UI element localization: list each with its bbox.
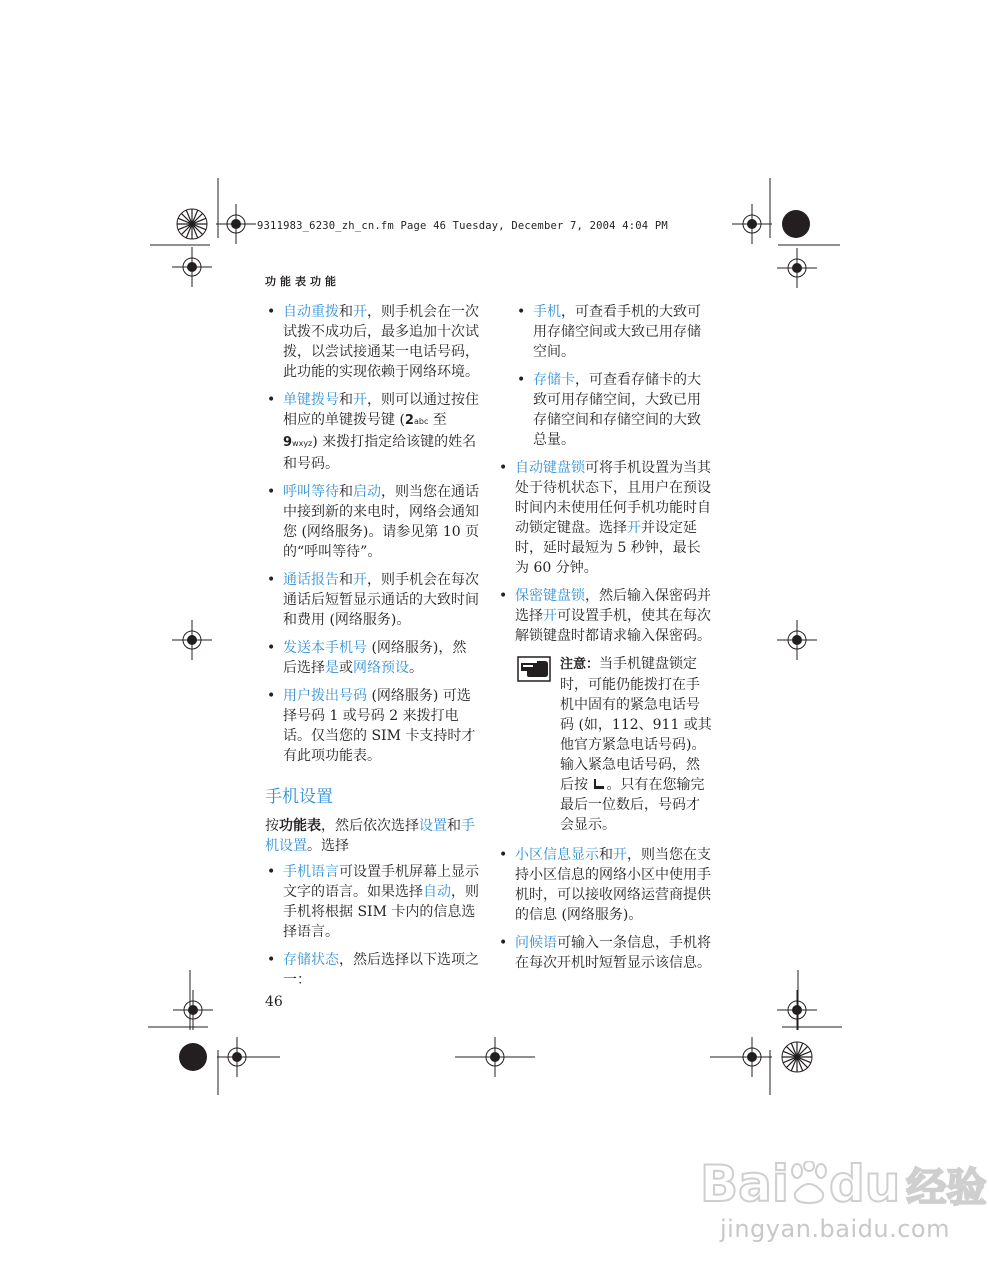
text: 至	[428, 412, 447, 428]
note-text: 当手机键盘锁定时，可能仍能拨打在手机中固有的紧急电话号码 (如，112、911 或其他官方紧急电话号码)。输入紧急电话号码，然后按	[560, 656, 712, 793]
list-item	[265, 638, 480, 678]
text: (网络服务) 可选择号码 1 或号码 2 来拨打电话。仅当您的 SIM 卡支持时才有此项功能表。	[283, 688, 476, 764]
menu-term: 单键拨号	[283, 392, 339, 408]
text: 和	[339, 572, 353, 588]
page-number: 46	[265, 994, 283, 1010]
menu-term: 开	[353, 572, 367, 588]
crop-mark-bottom-middle	[455, 1037, 535, 1077]
menu-term: 启动	[353, 484, 381, 500]
menu-term: 自动	[423, 884, 451, 900]
list-item	[265, 570, 480, 630]
menu-term: 开	[627, 520, 641, 536]
section-intro: 按功能表，然后依次选择设置和手机设置。选择	[265, 818, 475, 854]
text: ，然后选择以下选项之一：	[283, 952, 479, 988]
list-item	[265, 302, 480, 382]
watermark-brand: Bai	[700, 1155, 789, 1213]
menu-term: 开	[353, 304, 367, 320]
crop-mark-top-right	[732, 178, 840, 288]
sub-list-item	[497, 302, 712, 362]
list-item	[497, 933, 712, 973]
text: 可设置手机屏幕上显示文字的语言。如果选择	[283, 864, 479, 900]
text: ，则当您在支持小区信息的网络小区中使用手机时，可以接收网络运营商提供的信息 (网络服务)。	[515, 847, 711, 923]
list-item	[265, 862, 480, 942]
text: ，则手机会在一次试拨不成功后，最多追加十次试拨，以尝试接通某一电话号码，此功能的实现依赖于网络环境。	[283, 304, 479, 380]
list-item	[265, 686, 480, 766]
menu-term: 网络预设	[353, 660, 409, 676]
menu-term: 问候语	[515, 935, 557, 951]
text: 。	[409, 660, 423, 676]
text: ，则手机将根据 SIM 卡内的信息选择语言。	[283, 884, 479, 940]
menu-term: 开	[613, 847, 627, 863]
text: (网络服务)，然后选择	[283, 640, 467, 676]
crop-mark-bottom-right	[710, 970, 842, 1095]
text: 和	[339, 484, 353, 500]
crop-mark-mid-right	[777, 620, 817, 660]
paw-icon	[789, 1161, 829, 1205]
text: ，可查看存储卡的大致可用存储空间，大致已用存储空间和存储空间的大致总量。	[533, 372, 701, 448]
text: 和	[339, 392, 353, 408]
crop-mark-mid-left	[172, 620, 212, 660]
file-header: 9311983_6230_zh_cn.fm Page 46 Tuesday, December 7, 2004 4:04 PM	[257, 220, 668, 232]
menu-term: 用户拨出号码	[283, 688, 367, 704]
menu-term: 存储卡	[533, 372, 575, 388]
menu-term: 小区信息显示	[515, 847, 599, 863]
call-key-icon	[592, 778, 606, 790]
menu-term: 自动键盘锁	[515, 460, 585, 476]
text: ，则可以通过按住相应的单键拨号键 (	[283, 392, 479, 428]
menu-term: 是	[325, 660, 339, 676]
menu-term: 手机	[533, 304, 561, 320]
sub-list-item	[497, 370, 712, 450]
text: 可输入一条信息，手机将在每次开机时短暂显示该信息。	[515, 935, 711, 971]
list-item	[497, 458, 712, 578]
text: ，然后输入保密码并选择	[515, 588, 711, 624]
text: 可将手机设置为当其处于待机状态下，且用户在预设时间内未使用任何手机功能时自动锁定键盘。选择	[515, 460, 711, 536]
note-hand-icon	[517, 656, 551, 682]
section-title: 手机设置	[265, 787, 333, 807]
list-item	[265, 482, 480, 562]
watermark-url: jingyan.baidu.com	[720, 1215, 950, 1243]
note-label: 注意：	[560, 657, 600, 672]
text: ) 来拨打指定给该键的姓名和号码。	[283, 434, 477, 472]
text: 并设定延时，延时最短为 5 秒钟，最长为 60 分钟。	[515, 520, 701, 576]
right-column	[497, 302, 712, 981]
list-item	[265, 390, 480, 474]
menu-term: 通话报告	[283, 572, 339, 588]
menu-term: 手机语言	[283, 864, 339, 880]
menu-term: 保密键盘锁	[515, 588, 585, 604]
note-text: 。只有在您输完最后一位数后，号码才会显示。	[560, 777, 705, 833]
menu-term: 存储状态	[283, 952, 339, 968]
text: 和	[339, 304, 353, 320]
text: 可设置手机，使其在每次解锁键盘时都请求输入保密码。	[515, 608, 711, 644]
list-item	[265, 950, 480, 990]
menu-term: 开	[353, 392, 367, 408]
key-9-icon: 9wxyz	[283, 435, 313, 450]
watermark-brand-2: du	[829, 1155, 901, 1213]
menu-term: 发送本手机号	[283, 640, 367, 656]
menu-term: 开	[543, 608, 557, 624]
left-column	[265, 302, 480, 998]
crop-mark-bottom-left	[148, 970, 280, 1095]
crop-mark-top-left	[150, 178, 256, 287]
text: ，则手机会在每次通话后短暂显示通话的大致时间和费用 (网络服务)。	[283, 572, 479, 628]
list-item	[497, 586, 712, 646]
menu-term: 呼叫等待	[283, 484, 339, 500]
text: 或	[339, 660, 353, 676]
watermark-cn: 经验	[906, 1165, 987, 1211]
text: ，则当您在通话中接到新的来电时，网络会通知您 (网络服务)。请参见第 10 页的“呼叫等待”。	[283, 484, 480, 560]
text: ，可查看手机的大致可用存储空间或大致已用存储空间。	[533, 304, 701, 360]
list-item	[497, 845, 712, 925]
key-2-icon: 2abc	[404, 413, 429, 428]
menu-term: 自动重拨	[283, 304, 339, 320]
text: 和	[599, 847, 613, 863]
note-block	[497, 654, 712, 835]
running-head: 功能表功能	[265, 275, 340, 288]
